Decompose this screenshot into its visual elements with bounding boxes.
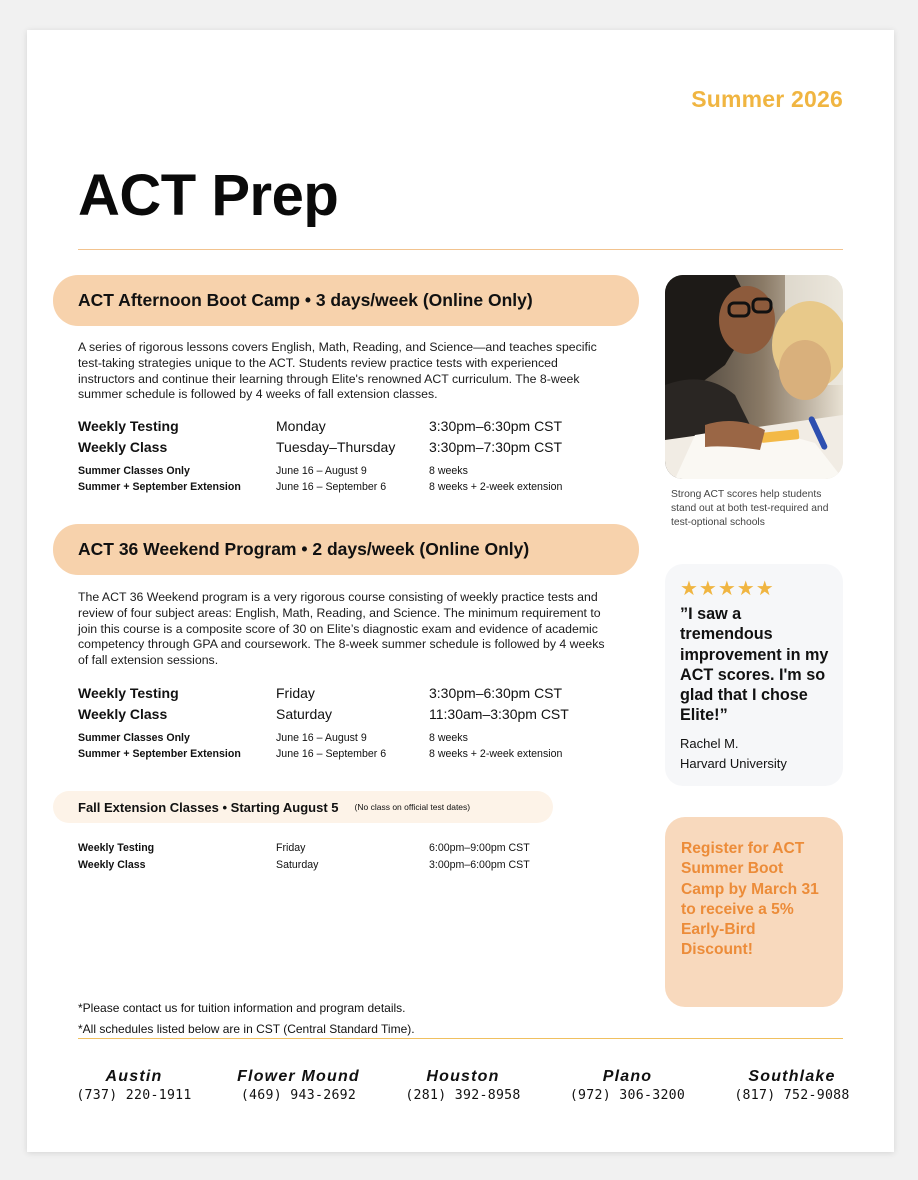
early-bird-text: Register for ACT Summer Boot Camp by March 31 to receive a 5% Early-Bird Discount!: [681, 840, 819, 959]
schedule-time: 3:30pm–7:30pm CST: [429, 439, 563, 455]
location-city: Flower Mound: [237, 1068, 360, 1085]
schedule-time: 11:30am–3:30pm CST: [429, 706, 569, 722]
schedule-row: [78, 842, 638, 859]
term-label: Summer + September Extension: [78, 748, 241, 760]
location-phone[interactable]: (817) 752-9088: [734, 1088, 850, 1103]
schedule-time: 3:00pm–6:00pm CST: [429, 859, 530, 871]
term-row: [78, 481, 638, 497]
season-label: Summer 2026: [691, 86, 843, 112]
term-length: 8 weeks + 2-week extension: [429, 481, 563, 493]
location-phone[interactable]: (469) 943-2692: [240, 1088, 357, 1103]
schedule-row: [78, 439, 638, 460]
five-star-rating-icon: ★★★★★: [680, 578, 775, 600]
location-city: Southlake: [748, 1068, 836, 1085]
location-contacts: [59, 1067, 867, 1105]
location-phone[interactable]: (737) 220-1911: [76, 1088, 192, 1103]
location-phone[interactable]: (281) 392-8958: [405, 1088, 521, 1103]
schedule-label: Weekly Testing: [78, 842, 155, 854]
boot-camp-terms: [78, 465, 638, 497]
term-dates: June 16 – August 9: [276, 732, 367, 744]
term-length: 8 weeks: [429, 732, 468, 744]
schedule-day: Friday: [276, 842, 306, 854]
weekend-program-description: The ACT 36 Weekend program is a very rigorous course consisting of weekly practice tests and review of four subject areas: English, Math, Reading, and Science. The minimum requirement to join this course is a composite score of 30 on Elite’s diagnostic exam and evidence of academic competency through GPA and coursework. The 8-week summer schedule is followed by 4 weeks of fall extension sessions.: [78, 590, 605, 668]
location-plano: [553, 1067, 703, 1105]
fall-schedule: [78, 842, 638, 876]
schedule-label: Weekly Class: [78, 859, 146, 871]
flyer-page: [27, 30, 894, 1152]
testimonial-quote: ”I saw a tremendous improvement in my ACT scores. I'm so glad that I chose Elite!”: [680, 605, 829, 725]
term-label: Summer Classes Only: [78, 732, 190, 744]
schedule-day: Friday: [276, 685, 315, 701]
term-length: 8 weeks + 2-week extension: [429, 748, 563, 760]
photo-illustration: [665, 275, 843, 479]
boot-camp-heading: ACT Afternoon Boot Camp • 3 days/week (Online Only): [53, 275, 639, 326]
timezone-note: *All schedules listed below are in CST (Central Standard Time).: [78, 1022, 415, 1036]
footnotes: [78, 998, 415, 1040]
term-dates: June 16 – August 9: [276, 465, 367, 477]
location-flower-mound: [224, 1067, 374, 1105]
schedule-label: Weekly Class: [78, 439, 168, 455]
schedule-label: Weekly Class: [78, 706, 168, 722]
term-row: [78, 465, 638, 481]
location-city: Austin: [105, 1068, 163, 1085]
tuition-note: *Please contact us for tuition information and program details.: [78, 1001, 406, 1015]
location-city: Plano: [602, 1068, 653, 1085]
schedule-day: Monday: [276, 418, 326, 434]
bottom-divider: [78, 1038, 843, 1039]
term-row: [78, 732, 638, 748]
term-label: Summer Classes Only: [78, 465, 190, 477]
top-divider: [78, 249, 843, 250]
location-southlake: [717, 1067, 867, 1105]
schedule-row: [78, 706, 638, 727]
testimonial-school: Harvard University: [680, 755, 787, 771]
location-city: Houston: [426, 1068, 500, 1085]
schedule-day: Saturday: [276, 859, 319, 871]
term-row: [78, 748, 638, 764]
location-phone[interactable]: (972) 306-3200: [569, 1088, 686, 1103]
term-dates: June 16 – September 6: [276, 748, 387, 760]
location-austin: [59, 1067, 209, 1105]
schedule-time: 6:00pm–9:00pm CST: [429, 842, 530, 854]
schedule-time: 3:30pm–6:30pm CST: [429, 685, 563, 701]
schedule-row: [78, 685, 638, 706]
term-dates: June 16 – September 6: [276, 481, 387, 493]
term-label: Summer + September Extension: [78, 481, 241, 493]
weekend-terms: [78, 732, 638, 764]
page-title: ACT Prep: [78, 163, 339, 228]
weekend-program-heading: ACT 36 Weekend Program • 2 days/week (Online Only): [53, 524, 639, 575]
fall-extension-heading: [53, 791, 553, 823]
testimonial-card: [665, 564, 843, 786]
early-bird-promo: [665, 817, 843, 1007]
term-length: 8 weeks: [429, 465, 468, 477]
students-studying-photo: [665, 275, 843, 479]
fall-extension-note: (No class on official test dates): [354, 802, 471, 812]
schedule-day: Tuesday–Thursday: [276, 439, 396, 455]
fall-extension-title: Fall Extension Classes • Starting August 5: [78, 799, 339, 815]
schedule-day: Saturday: [276, 706, 333, 722]
location-houston: [388, 1067, 538, 1105]
schedule-time: 3:30pm–6:30pm CST: [429, 418, 563, 434]
schedule-label: Weekly Testing: [78, 418, 179, 434]
boot-camp-description: A series of rigorous lessons covers English, Math, Reading, and Science—and teaches specific test-taking strategies unique to the ACT. Students review practice tests with experienced instructors and continue their learning through Elite's renowned ACT curriculum. The 8-week summer schedule is followed by 4 weeks of fall extension classes.: [78, 340, 597, 402]
boot-camp-schedule: [78, 418, 638, 460]
testimonial-name: Rachel M.: [680, 735, 739, 751]
schedule-row: [78, 859, 638, 876]
schedule-row: [78, 418, 638, 439]
schedule-label: Weekly Testing: [78, 685, 179, 701]
photo-caption: Strong ACT scores help students stand out at both test-required and test-optional schools: [671, 489, 829, 528]
weekend-schedule: [78, 685, 638, 727]
testimonial-author: [680, 734, 829, 774]
